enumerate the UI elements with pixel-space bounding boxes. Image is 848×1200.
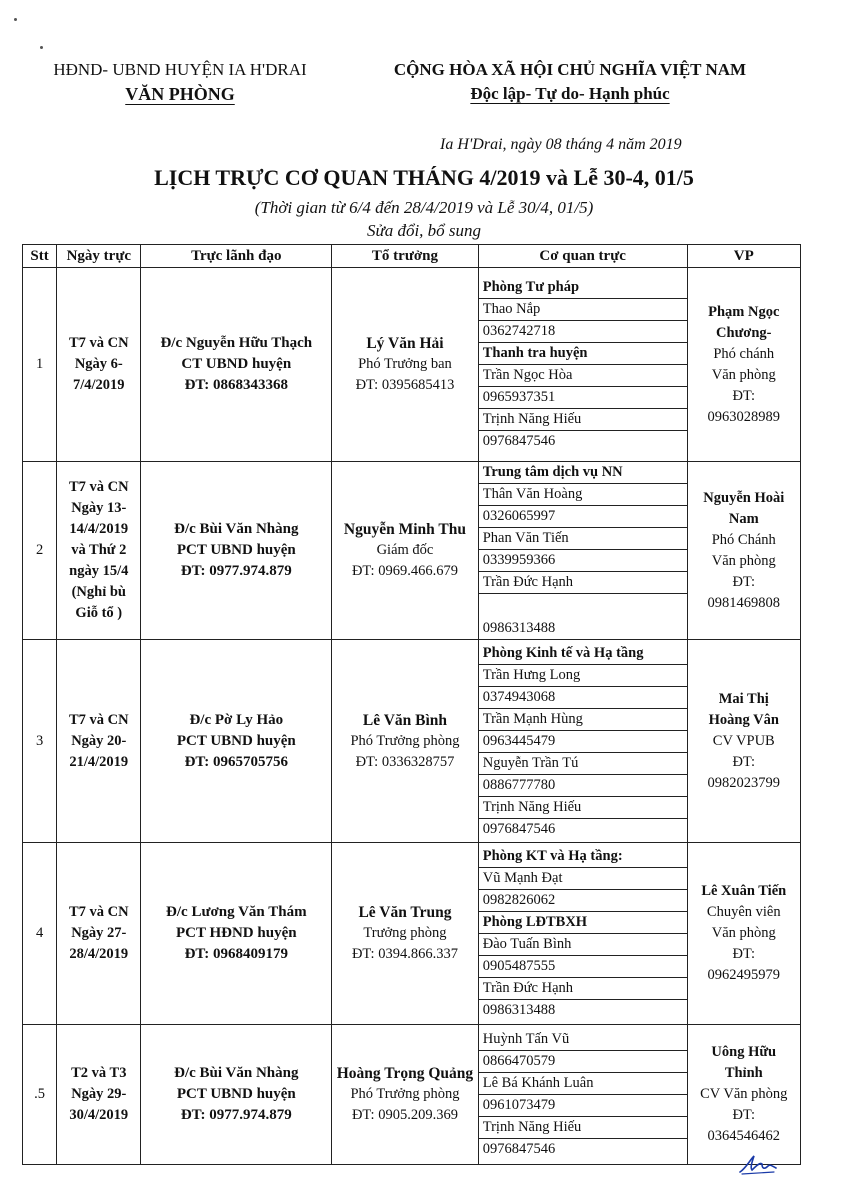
document-subtitle: (Thời gian từ 6/4 đến 28/4/2019 và Lễ 30/4, 01/5) <box>254 198 594 217</box>
agency-line: 0362742718 <box>479 321 687 343</box>
team-leader-phone: ĐT: 0336328757 <box>355 753 455 770</box>
office-staff <box>687 843 800 1025</box>
duty-date-line: 30/4/2019 <box>69 1107 129 1123</box>
agency-line: 0866470579 <box>479 1051 687 1073</box>
duty-date-line: Ngày 13- <box>71 500 127 516</box>
table-row <box>23 462 801 640</box>
duty-leader-line: PCT UBND huyện <box>176 1086 296 1102</box>
duty-leader-line: PCT UBND huyện <box>176 732 296 749</box>
agency-on-duty <box>478 843 687 1025</box>
duty-leader-line: ĐT: 0868343368 <box>184 377 289 393</box>
duty-date-line: T2 và T3 <box>71 1065 127 1081</box>
team-leader <box>332 843 479 1025</box>
agency-line: Trần Mạnh Hùng <box>479 709 687 731</box>
agency-line: Lê Bá Khánh Luân <box>479 1073 687 1095</box>
team-leader-phone: ĐT: 0395685413 <box>355 377 455 393</box>
scan-speck <box>40 46 43 49</box>
duty-date <box>57 640 141 843</box>
agency-line: Trịnh Năng Hiếu <box>479 1117 687 1139</box>
office-staff-line: Văn phòng <box>711 366 776 383</box>
team-leader-name: Lê Văn Trung <box>358 904 452 921</box>
team-leader-role: Phó Trưởng phòng <box>350 1086 460 1102</box>
duty-date-line: 14/4/2019 <box>69 521 129 537</box>
duty-date-line: 7/4/2019 <box>73 377 125 393</box>
agency-line: 0986313488 <box>482 620 556 636</box>
agency-line: Trần Đức Hạnh <box>479 572 687 594</box>
agency-line: 0976847546 <box>482 433 556 449</box>
office-staff-line: ĐT: <box>732 573 756 590</box>
agency-line: Trịnh Năng Hiếu <box>479 409 687 431</box>
office-staff-line: Uông Hữu <box>711 1044 777 1060</box>
agency-line: Huỳnh Tấn Vũ <box>479 1029 687 1051</box>
agency-line: Vũ Mạnh Đạt <box>479 868 687 890</box>
office-staff-line: Nguyễn Hoài <box>703 489 785 506</box>
office-staff-line: CV Văn phòng <box>700 1086 788 1102</box>
duty-date-line: (Nghỉ bù <box>71 584 126 600</box>
team-leader-role: Phó Trưởng ban <box>358 356 452 372</box>
row-number: 4 <box>23 843 57 1025</box>
duty-date-line: Ngày 27- <box>71 925 127 941</box>
duty-date-line: Ngày 6- <box>74 356 123 372</box>
office-staff-line: ĐT: <box>732 946 756 962</box>
agency-line: 0886777780 <box>479 775 687 797</box>
duty-date-line: T7 và CN <box>68 904 129 920</box>
team-leader-name: Hoàng Trọng Quảng <box>336 1065 474 1082</box>
duty-leader-line: CT UBND huyện <box>181 356 292 372</box>
agency-line: Trần Hưng Long <box>479 665 687 687</box>
table-row <box>23 1025 801 1165</box>
office-staff-line: Nam <box>728 510 759 527</box>
document-title: LỊCH TRỰC CƠ QUAN THÁNG 4/2019 và Lễ 30-4, 01/5 <box>154 165 694 190</box>
office-staff <box>687 640 800 843</box>
column-header: Stt <box>23 245 57 268</box>
office-staff-line: Phó Chánh <box>711 531 776 548</box>
agency-on-duty <box>478 268 687 462</box>
duty-leader-line: ĐT: 0965705756 <box>184 753 289 770</box>
agency-line: 0339959366 <box>479 550 687 572</box>
duty-date-line: Ngày 29- <box>71 1086 127 1102</box>
team-leader-name: Nguyễn Minh Thu <box>343 521 466 538</box>
office-staff-line: 0364546462 <box>707 1128 781 1144</box>
team-leader <box>332 1025 479 1165</box>
team-leader-role: Trưởng phòng <box>363 925 447 941</box>
agency-line: 0374943068 <box>479 687 687 709</box>
agency-line: Phan Văn Tiến <box>479 528 687 550</box>
office-staff <box>687 462 800 640</box>
office-staff-line: 0963028989 <box>707 408 781 425</box>
national-motto-line2: Độc lập- Tự do- Hạnh phúc <box>470 84 670 103</box>
duty-date-line: T7 và CN <box>68 479 129 495</box>
office-staff-line: Phạm Ngọc <box>708 303 780 320</box>
office-staff-line: Chương- <box>716 324 772 341</box>
duty-date-line: 28/4/2019 <box>69 946 129 962</box>
duty-date <box>57 843 141 1025</box>
team-leader-phone: ĐT: 0394.866.337 <box>351 946 458 962</box>
agency-line: Phòng Kinh tế và Hạ tầng <box>479 643 687 665</box>
duty-leader-line: PCT UBND huyện <box>176 542 296 558</box>
agency-line: Thanh tra huyện <box>479 343 687 365</box>
office-staff-line: 0982023799 <box>707 774 781 791</box>
duty-date-line: T7 và CN <box>68 711 129 728</box>
agency-line: 0961073479 <box>479 1095 687 1117</box>
office-staff-line: Chuyên viên <box>706 904 781 920</box>
duty-leader-line: Đ/c Nguyễn Hữu Thạch <box>160 335 313 351</box>
duty-leader <box>141 462 332 640</box>
office-staff-line: ĐT: <box>732 1107 756 1123</box>
duty-date-line: ngày 15/4 <box>69 563 129 579</box>
office-staff-line: ĐT: <box>732 753 756 770</box>
agency-line: 0976847546 <box>482 820 556 837</box>
column-header: Ngày trực <box>57 245 141 268</box>
office-staff-line: Mai Thị <box>718 690 769 707</box>
team-leader-name: Lý Văn Hải <box>366 335 444 352</box>
agency-line: 0976847546 <box>482 1141 556 1157</box>
office-staff-line: CV VPUB <box>712 732 775 749</box>
team-leader-phone: ĐT: 0905.209.369 <box>351 1107 458 1123</box>
duty-leader-line: ĐT: 0977.974.879 <box>180 563 292 579</box>
agency-line: Phòng LĐTBXH <box>479 912 687 934</box>
office-staff-line: Văn phòng <box>711 552 776 569</box>
duty-leader-line: Đ/c Pờ Ly Hảo <box>189 711 284 728</box>
table-row <box>23 843 801 1025</box>
agency-line: 0982826062 <box>479 890 687 912</box>
duty-date-line: T7 và CN <box>68 335 129 351</box>
team-leader-phone: ĐT: 0969.466.679 <box>351 563 458 579</box>
table-row <box>23 268 801 462</box>
team-leader <box>332 640 479 843</box>
issuing-office <box>20 58 340 106</box>
table-header-row <box>23 245 801 268</box>
agency-line: 0986313488 <box>482 1002 556 1018</box>
column-header: Tổ trưởng <box>332 245 479 268</box>
office-staff-line: Lê Xuân Tiến <box>701 883 787 899</box>
office-staff-line: Văn phòng <box>711 925 776 941</box>
national-motto-line1: CỘNG HÒA XÃ HỘI CHỦ NGHĨA VIỆT NAM <box>393 60 747 79</box>
office-staff-line: 0962495979 <box>707 967 781 983</box>
duty-leader-line: PCT HĐND huyện <box>176 925 297 941</box>
duty-leader-line: ĐT: 0968409179 <box>184 946 289 962</box>
duty-date-line: và Thứ 2 <box>71 542 127 558</box>
team-leader-role: Phó Trưởng phòng <box>350 732 460 749</box>
row-number: 3 <box>23 640 57 843</box>
office-staff-line: 0981469808 <box>707 594 781 611</box>
agency-line: Nguyễn Trần Tú <box>479 753 687 775</box>
scan-speck <box>14 18 17 21</box>
agency-line: 0965937351 <box>479 387 687 409</box>
agency-on-duty <box>478 462 687 640</box>
agency-line: 0326065997 <box>479 506 687 528</box>
agency-line: 0963445479 <box>479 731 687 753</box>
duty-leader <box>141 843 332 1025</box>
duty-leader <box>141 268 332 462</box>
agency-line: Trung tâm dịch vụ NN <box>479 462 687 484</box>
duty-leader <box>141 1025 332 1165</box>
row-number: 2 <box>23 462 57 640</box>
duty-date-line: Ngày 20- <box>71 732 127 749</box>
agency-line <box>479 594 687 618</box>
duty-schedule-table <box>22 244 801 1165</box>
agency-line: Trịnh Năng Hiếu <box>479 797 687 819</box>
agency-line: Thao Nắp <box>479 299 687 321</box>
document-date: Ia H'Drai, ngày 08 tháng 4 năm 2019 <box>440 136 682 153</box>
team-leader-role: Giám đốc <box>376 542 434 558</box>
initials-signature <box>738 1150 778 1176</box>
team-leader-name: Lê Văn Bình <box>362 711 448 729</box>
agency-on-duty <box>478 1025 687 1165</box>
issuing-office-line2: VĂN PHÒNG <box>125 84 235 104</box>
column-header: Trực lãnh đạo <box>141 245 332 268</box>
agency-line: Đào Tuấn Bình <box>479 934 687 956</box>
team-leader <box>332 268 479 462</box>
duty-date <box>57 268 141 462</box>
office-staff-line: Hoàng Vân <box>708 711 779 728</box>
agency-line: Trần Đức Hạnh <box>479 978 687 1000</box>
duty-date-line: 21/4/2019 <box>69 753 129 770</box>
amendment-note: Sửa đổi, bổ sung <box>366 221 482 240</box>
table-body <box>23 268 801 1165</box>
office-staff-line: ĐT: <box>732 387 756 404</box>
office-staff <box>687 1025 800 1165</box>
agency-line: Phòng KT và Hạ tầng: <box>479 846 687 868</box>
duty-leader <box>141 640 332 843</box>
duty-date-line: Giỗ tổ ) <box>75 605 123 621</box>
team-leader <box>332 462 479 640</box>
issuing-office-line1: HĐND- UBND HUYỆN IA H'DRAI <box>53 60 307 79</box>
duty-date <box>57 1025 141 1165</box>
agency-line: 0905487555 <box>479 956 687 978</box>
duty-date <box>57 462 141 640</box>
office-staff-line: Phó chánh <box>713 345 775 362</box>
national-motto <box>340 58 800 106</box>
duty-leader-line: ĐT: 0977.974.879 <box>180 1107 292 1123</box>
row-number: 1 <box>23 268 57 462</box>
agency-on-duty <box>478 640 687 843</box>
office-staff <box>687 268 800 462</box>
table-row <box>23 640 801 843</box>
column-header: VP <box>687 245 800 268</box>
agency-line: Trần Ngọc Hòa <box>479 365 687 387</box>
row-number: .5 <box>23 1025 57 1165</box>
agency-line: Phòng Tư pháp <box>479 277 687 299</box>
office-staff-line: Thỉnh <box>724 1065 763 1081</box>
duty-leader-line: Đ/c Bùi Văn Nhàng <box>174 1065 299 1081</box>
duty-leader-line: Đ/c Lương Văn Thám <box>166 904 307 920</box>
agency-line: Thân Văn Hoàng <box>479 484 687 506</box>
column-header: Cơ quan trực <box>478 245 687 268</box>
duty-leader-line: Đ/c Bùi Văn Nhàng <box>174 521 299 537</box>
